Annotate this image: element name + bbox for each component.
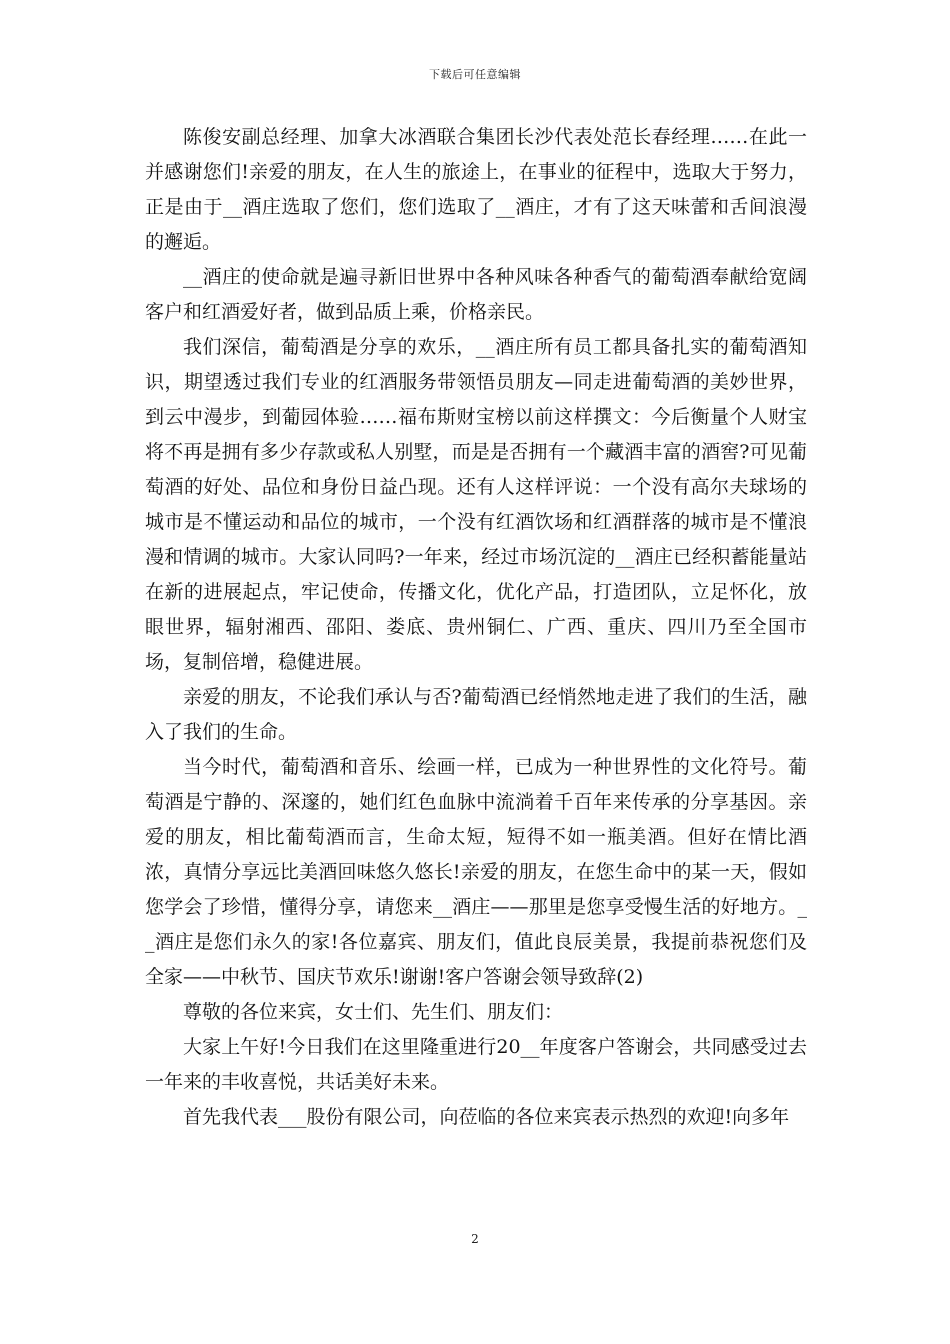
paragraph: 尊敬的各位来宾，女士们、先生们、朋友们： bbox=[183, 1001, 564, 1023]
document-body bbox=[145, 120, 807, 1135]
paragraph: 大家上午好!今日我们在这里隆重进行20__年度客户答谢会，共同感受过去一年来的丰收喜悦，共话美好未来。 bbox=[145, 1036, 807, 1093]
page-header: 下载后可任意编辑 bbox=[429, 68, 521, 81]
paragraph: __酒庄的使命就是遍寻新旧世界中各种风味各种香气的葡萄酒奉献给宽阔客户和红酒爱好者，做到品质上乘，价格亲民。 bbox=[145, 266, 807, 323]
paragraph: 陈俊安副总经理、加拿大冰酒联合集团长沙代表处范长春经理……在此一并感谢您们!亲爱的朋友，在人生的旅途上，在事业的征程中，选取大于努力，正是由于__酒庄选取了您们，您们选取了__酒庄，才有了这天味蕾和舌间浪漫的邂逅。 bbox=[145, 126, 807, 253]
paragraph: 首先我代表___股份有限公司，向莅临的各位来宾表示热烈的欢迎!向多年 bbox=[183, 1106, 790, 1128]
paragraph: 我们深信，葡萄酒是分享的欢乐，__酒庄所有员工都具备扎实的葡萄酒知识，期望透过我们专业的红酒服务带领悟员朋友—同走进葡萄酒的美妙世界，到云中漫步，到葡园体验……福布斯财宝榜以前这样撰文：今后衡量个人财宝将不再是拥有多少存款或私人别墅，而是是否拥有一个藏酒丰富的酒窖?可见葡萄酒的好处、品位和身份日益凸现。还有人这样评说：一个没有高尔夫球场的城市是不懂运动和品位的城市，一个没有红酒饮场和红酒群落的城市是不懂浪漫和情调的城市。大家认同吗?一年来，经过市场沉淀的__酒庄已经积蓄能量站在新的进展起点，牢记使命，传播文化，优化产品，打造团队，立足怀化，放眼世界，辐射湘西、邵阳、娄底、贵州铜仁、广西、重庆、四川乃至全国市场，复制倍增，稳健进展。 bbox=[145, 336, 807, 673]
page-number: 2 bbox=[471, 1232, 479, 1246]
paragraph: 亲爱的朋友，不论我们承认与否?葡萄酒已经悄然地走进了我们的生活，融入了我们的生命。 bbox=[145, 686, 807, 743]
paragraph: 当今时代，葡萄酒和音乐、绘画一样，已成为一种世界性的文化符号。葡萄酒是宁静的、深邃的，她们红色血脉中流淌着千百年来传承的分享基因。亲爱的朋友，相比葡萄酒而言，生命太短，短得不如一瓶美酒。但好在情比酒浓，真情分享远比美酒回味悠久悠长!亲爱的朋友，在您生命中的某一天，假如您学会了珍惜，懂得分享，请您来__酒庄——那里是您享受慢生活的好地方。__酒庄是您们永久的家!各位嘉宾、朋友们，值此良辰美景，我提前恭祝您们及全家——中秋节、国庆节欢乐!谢谢!客户答谢会领导致辞(2) bbox=[145, 756, 807, 988]
